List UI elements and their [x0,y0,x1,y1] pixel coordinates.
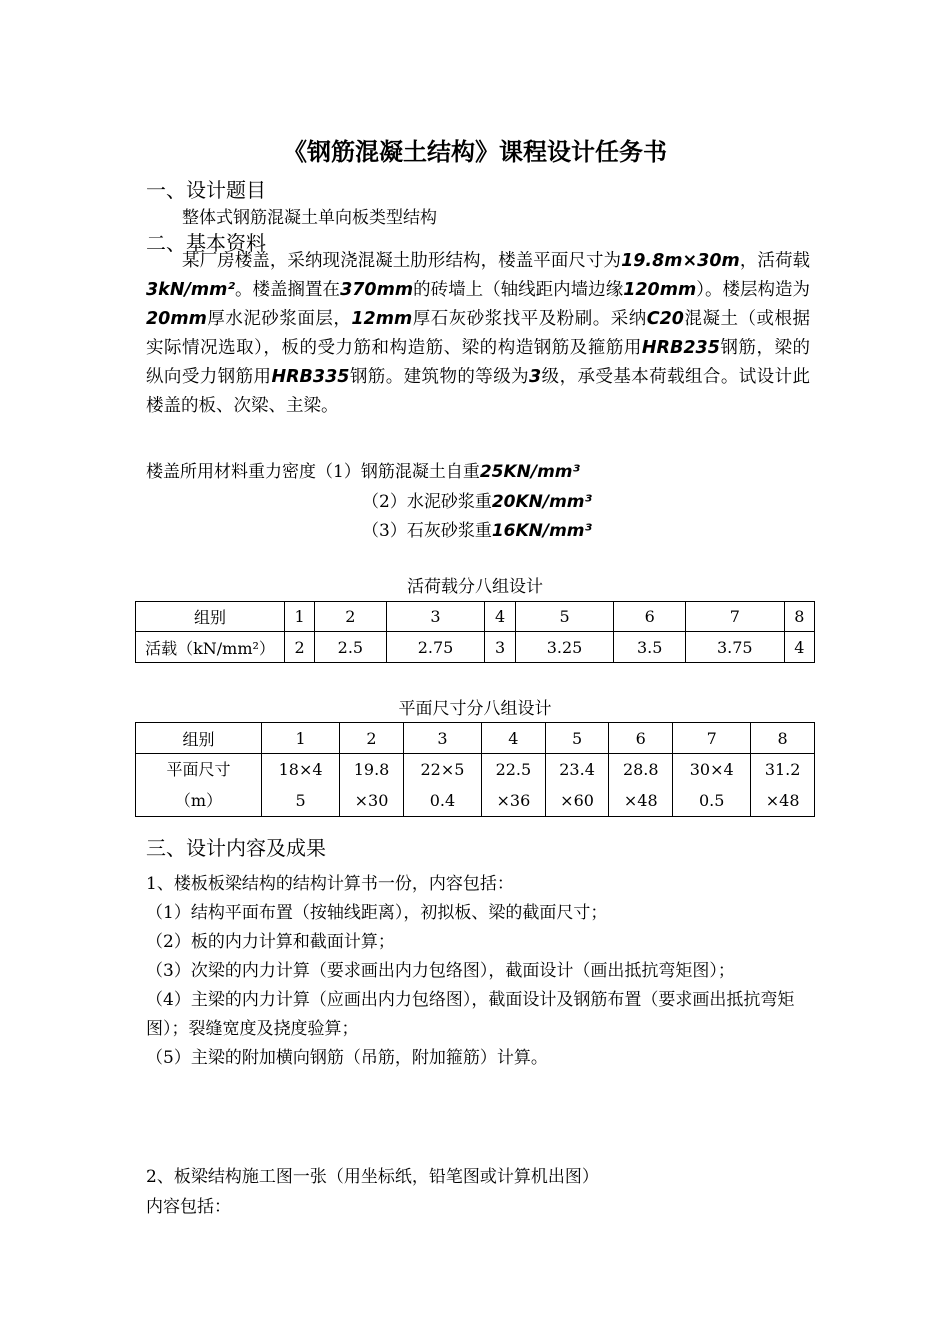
table-2-value: 31.2 ×48 [751,754,815,817]
section-2-paragraph: 某厂房楼盖，采纳现浇混凝土肋形结构，楼盖平面尺寸为19.8m×30m，活荷载3kN/mm²。楼盖搁置在370mm的砖墙上（轴线距内墙边缘120mm）。楼层构造为20mm厚水泥砂浆面层，12mm厚石灰砂浆找平及粉刷。采纳C20混凝土（或根据实际情况选取），板的受力筋和构造筋、梁的构造钢筋及箍筋用HRB235钢筋，梁的纵向受力钢筋用HRB335钢筋。建筑物的等级为3级，承受基本荷载组合。试设计此楼盖的板、次梁、主梁。 [146,251,811,416]
table-1-group: 4 [485,602,515,632]
table-1-group: 6 [614,602,685,632]
table-2-header-label: 组别 [136,723,262,754]
table-2-group: 8 [751,723,815,754]
item-1-sub-1: （1）结构平面布置（按轴线距离），初拟板、梁的截面尺寸； [146,903,608,923]
table-2-value: 18×4 5 [262,754,340,817]
table-1-value-row [136,632,815,663]
table-1-group: 1 [285,602,315,632]
table-2-header-row [136,723,815,754]
table-1-value: 2 [285,632,315,663]
table-1-header-row [136,602,815,632]
section-1-text: 整体式钢筋混凝土单向板类型结构 [182,208,437,228]
item-2: 2、板梁结构施工图一张（用坐标纸，铅笔图或计算机出图） [146,1167,599,1187]
table-2-value: 28.8 ×48 [609,754,673,817]
table-1-value: 2.75 [386,632,485,663]
table-2-group: 3 [403,723,481,754]
table-1-group: 3 [386,602,485,632]
plan-size-table [135,722,815,817]
table-1-group: 2 [315,602,386,632]
item-2-sub: 内容包括： [146,1197,231,1217]
table-2-value: 19.8 ×30 [340,754,404,817]
table-1-group: 5 [515,602,614,632]
table-1-value: 4 [784,632,814,663]
material-density-1: 楼盖所用材料重力密度（1）钢筋混凝土自重25KN/mm³ [146,462,580,482]
table-2-group: 1 [262,723,340,754]
table-2-row-label: 平面尺寸 （m） [136,754,262,817]
table-1-value: 3.75 [685,632,784,663]
table-2-value: 22.5 ×36 [482,754,546,817]
table-2-value-row [136,754,815,817]
table-1-value: 2.5 [315,632,386,663]
table-2-group: 7 [673,723,751,754]
table-1-value: 3.25 [515,632,614,663]
table-2-caption: 平面尺寸分八组设计 [398,699,552,719]
item-1: 1、楼板板梁结构的结构计算书一份，内容包括： [146,874,514,894]
table-1-caption: 活荷载分八组设计 [407,577,543,597]
document-title: 《钢筋混凝土结构》课程设计任务书 [283,137,667,166]
table-1-value: 3 [485,632,515,663]
section-3-content [146,870,810,1073]
item-1-sub-2: （2）板的内力计算和截面计算； [146,932,395,952]
live-load-table [135,601,815,663]
section-2-heading: 二、基本资料 [146,231,266,255]
material-density-3: （3）石灰砂浆重16KN/mm³ [362,521,592,541]
table-1-header-label: 组别 [136,602,285,632]
item-1-sub-3: （3）次梁的内力计算（要求画出内力包络图），截面设计（画出抵抗弯矩图）； [146,961,735,981]
table-2-group: 5 [545,723,609,754]
section-1-heading: 一、设计题目 [146,178,266,202]
table-2-value: 23.4 ×60 [545,754,609,817]
table-1-value: 3.5 [614,632,685,663]
material-density-2: （2）水泥砂浆重20KN/mm³ [362,492,592,512]
table-1-group: 7 [685,602,784,632]
table-1-group: 8 [784,602,814,632]
table-2-group: 6 [609,723,673,754]
table-2-group: 2 [340,723,404,754]
item-1-sub-5: （5）主梁的附加横向钢筋（吊筋，附加箍筋）计算。 [146,1048,548,1068]
table-1-row-label: 活载（kN/mm²） [136,632,285,663]
section-3-heading: 三、设计内容及成果 [146,836,326,860]
item-1-sub-4: （4）主梁的内力计算（应画出内力包络图），截面设计及钢筋布置（要求画出抵抗弯矩图）；裂缝宽度及挠度验算； [146,990,795,1039]
table-2-value: 30×4 0.5 [673,754,751,817]
table-2-group: 4 [482,723,546,754]
table-2-value: 22×5 0.4 [403,754,481,817]
